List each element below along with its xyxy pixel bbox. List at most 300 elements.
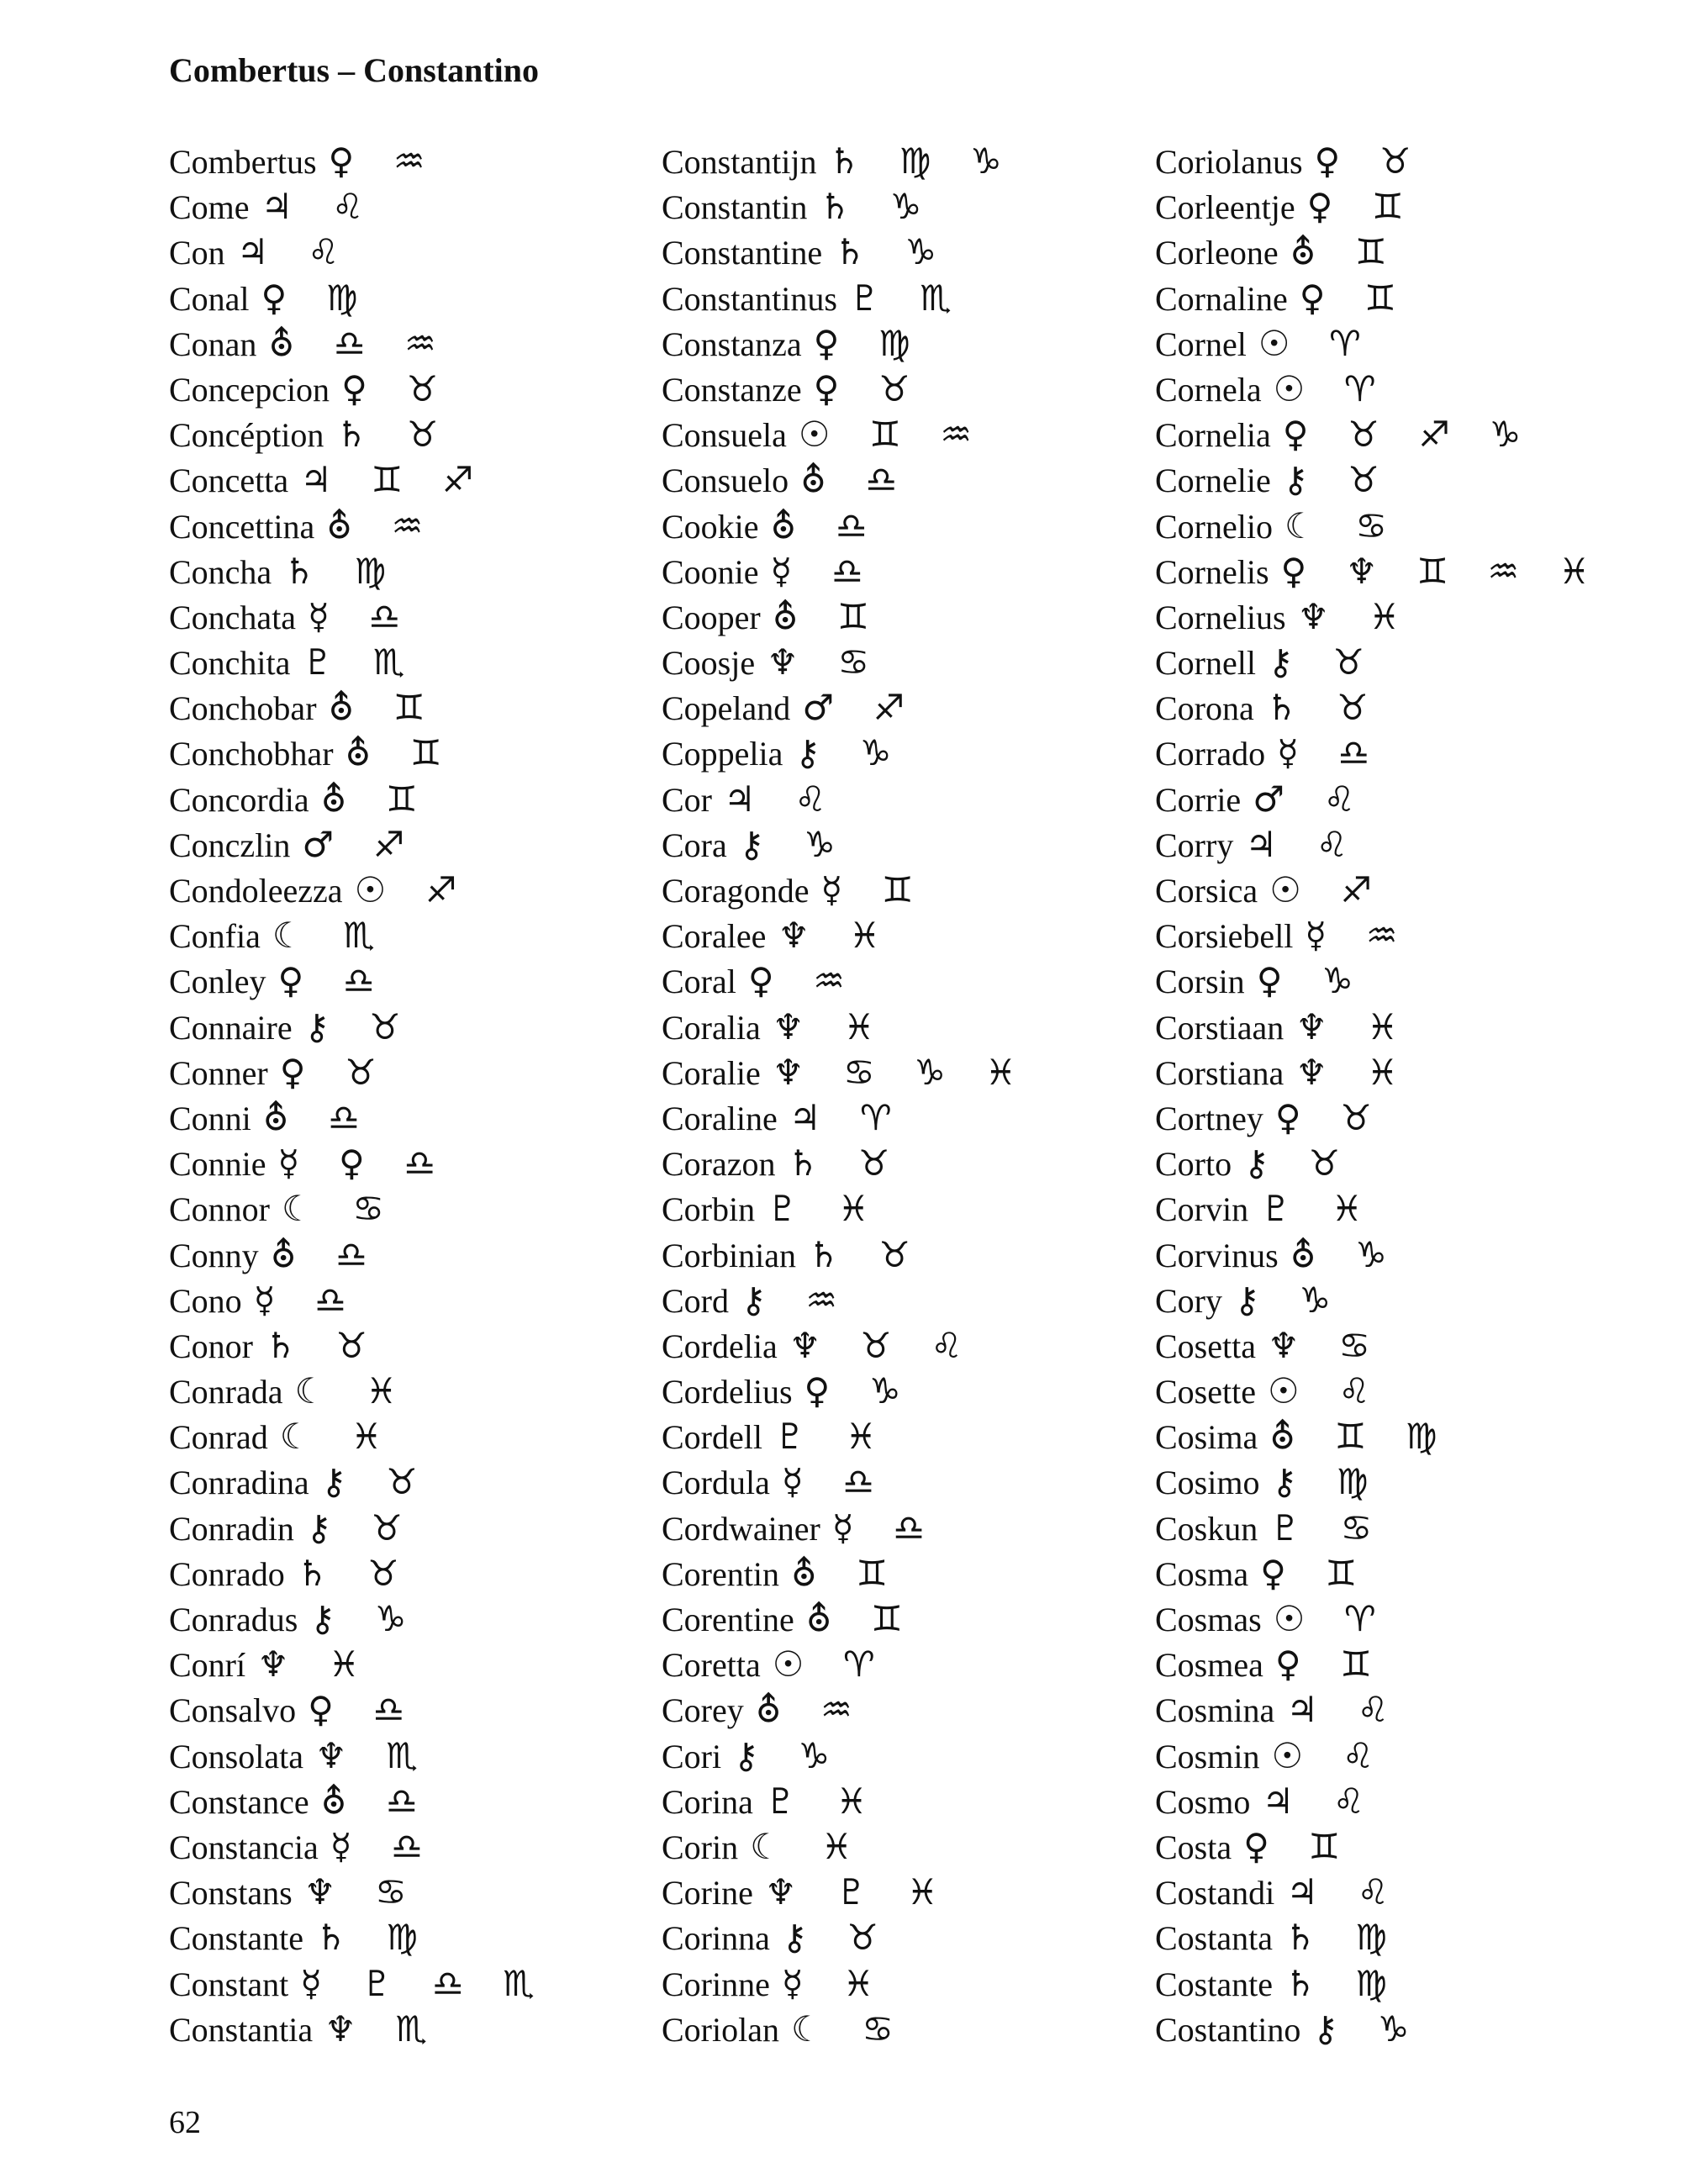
name-entry <box>1155 1551 1626 1596</box>
astrological-symbols: ♀ ♉ <box>1314 140 1425 182</box>
astrological-symbols: ♀ ♑ <box>804 1370 915 1412</box>
astrological-symbols: ♀ ♑ <box>1256 960 1367 1002</box>
name-entry <box>169 412 640 457</box>
entry-name: Consalvo <box>169 1691 297 1730</box>
astrological-symbols: ☾ ♏ <box>272 915 388 957</box>
entry-name: Conrí <box>169 1646 246 1685</box>
astrological-symbols: ☿ ♎ <box>831 1506 938 1548</box>
name-entry <box>1155 868 1626 913</box>
entry-name: Cornel <box>1155 324 1247 363</box>
name-entry <box>169 184 640 229</box>
entry-name: Corsin <box>1155 963 1245 1001</box>
entry-name: Corinna <box>662 1919 770 1958</box>
astrological-symbols: ♇ ♏ <box>302 641 419 683</box>
page-header: Combertus – Constantino <box>169 51 540 89</box>
astrological-symbols: ⛢ ♑ <box>1290 1233 1401 1275</box>
astrological-symbols: ♀ ♉ <box>813 367 924 409</box>
entry-name: Corentin <box>662 1554 779 1593</box>
name-entry <box>1155 184 1626 229</box>
entry-name: Corleone <box>1155 234 1279 272</box>
entry-name: Confia <box>169 917 261 956</box>
entry-name: Coonie <box>662 552 759 591</box>
entry-name: Conley <box>169 963 266 1001</box>
name-entry <box>1155 412 1626 457</box>
name-entry <box>1155 1050 1626 1095</box>
name-entry <box>169 1459 640 1505</box>
astrological-symbols: ♄ ♑ <box>834 231 951 273</box>
entry-name: Coosje <box>662 644 756 683</box>
name-entry <box>169 276 640 321</box>
entry-name: Conor <box>169 1327 253 1365</box>
name-entry <box>169 1642 640 1687</box>
astrological-symbols: ♆ ♓ <box>1295 1051 1412 1093</box>
name-entry <box>1155 822 1626 868</box>
name-entry <box>169 958 640 1004</box>
astrological-symbols: ⚷ ♉ <box>320 1461 431 1503</box>
astrological-symbols: ⛢ ♊ <box>328 687 439 729</box>
name-entry <box>169 367 640 412</box>
astrological-symbols: ☿ ♎ <box>781 1461 888 1503</box>
name-entry <box>662 1095 1132 1141</box>
column-1 <box>169 139 640 2052</box>
entry-name: Consuelo <box>662 462 789 500</box>
astrological-symbols: ♆ ♋ <box>767 641 884 683</box>
entry-name: Coralee <box>662 917 767 956</box>
astrological-symbols: ♄ ♑ <box>819 186 936 228</box>
name-entry <box>169 139 640 184</box>
astrological-symbols: ♀ ♒ <box>747 960 858 1002</box>
name-entry <box>1155 367 1626 412</box>
entry-name: Coral <box>662 963 736 1001</box>
name-entry <box>662 1141 1132 1186</box>
entry-name: Cord <box>662 1281 729 1320</box>
astrological-symbols: ♂ ♐ <box>302 823 419 865</box>
name-entry <box>662 1278 1132 1323</box>
entry-name: Cordula <box>662 1464 770 1502</box>
astrological-symbols: ⚷ ♑ <box>309 1598 420 1639</box>
entry-name: Coragonde <box>662 872 810 910</box>
entry-name: Cortney <box>1155 1099 1263 1137</box>
name-entry <box>1155 549 1626 594</box>
entry-name: Constanza <box>662 324 802 363</box>
name-entry <box>662 1414 1132 1459</box>
entry-name: Corin <box>662 1828 739 1866</box>
astrological-symbols: ⛢ ♎ <box>320 1780 431 1822</box>
name-entry <box>662 1687 1132 1733</box>
astrological-symbols: ☿ ♒ <box>1305 915 1411 957</box>
name-entry <box>1155 1414 1626 1459</box>
astrological-symbols: ⚷ ♑ <box>794 732 905 774</box>
astrological-symbols: ♇ ♏ <box>848 277 965 319</box>
entry-name: Cornaline <box>1155 279 1288 318</box>
astrological-symbols: ♄ ♉ <box>296 1552 413 1594</box>
astrological-symbols: ⛢ ♒ <box>755 1689 866 1731</box>
name-entry <box>662 822 1132 868</box>
astrological-symbols: ⛢ ♊ <box>772 595 883 637</box>
astrological-symbols: ♄ ♉ <box>265 1324 381 1366</box>
name-entry <box>169 1506 640 1551</box>
astrological-symbols: ♄ ♉ <box>807 1233 924 1275</box>
name-entry <box>1155 321 1626 367</box>
name-entry <box>169 913 640 958</box>
entry-name: Costandi <box>1155 1874 1275 1912</box>
entry-name: Cosmas <box>1155 1601 1262 1638</box>
astrological-symbols: ♆ ♋ <box>303 1871 420 1913</box>
name-entry <box>662 1779 1132 1824</box>
astrological-symbols: ♀ ♊ <box>1243 1825 1354 1867</box>
entry-name: Corey <box>662 1691 744 1730</box>
astrological-symbols: ♀ ♎ <box>308 1689 419 1731</box>
entry-name: Connaire <box>169 1008 293 1047</box>
entry-name: Concha <box>169 552 272 591</box>
name-entry <box>1155 913 1626 958</box>
name-entry <box>1155 1369 1626 1414</box>
astrological-symbols: ♄ ♍ ♑ <box>828 140 1015 182</box>
name-entry <box>1155 731 1626 776</box>
entry-name: Corbinian <box>662 1236 796 1274</box>
name-entry <box>1155 594 1626 640</box>
astrological-symbols: ☿ ♀ ♎ <box>277 1142 449 1184</box>
name-entry <box>662 184 1132 229</box>
name-entry <box>1155 685 1626 731</box>
astrological-symbols: ⛢ ♊ <box>1290 231 1401 273</box>
name-entry <box>662 367 1132 412</box>
name-entry <box>1155 958 1626 1004</box>
entry-name: Con <box>169 234 225 272</box>
astrological-symbols: ⛢ ♊ <box>790 1552 902 1594</box>
entry-name: Conchobar <box>169 689 317 728</box>
astrological-symbols: ♀ ♉ <box>1274 1096 1385 1138</box>
astrological-symbols: ☾ ♋ <box>790 2007 907 2049</box>
entry-name: Cora <box>662 826 727 864</box>
astrological-symbols: ♆ ♓ <box>257 1643 374 1685</box>
name-entry <box>662 1005 1132 1050</box>
astrological-symbols: ♃ ♌ <box>1262 1780 1379 1822</box>
name-entry <box>169 2007 640 2052</box>
entry-name: Constanze <box>662 370 802 409</box>
entry-name: Corina <box>662 1782 753 1821</box>
astrological-symbols: ☉ ♐ <box>1269 869 1386 910</box>
name-entry <box>1155 1141 1626 1186</box>
entry-name: Constantinus <box>662 279 837 318</box>
astrological-symbols: ⛢ ♎ <box>270 1233 381 1275</box>
name-entry <box>169 1141 640 1186</box>
entry-name: Cordell <box>662 1418 762 1457</box>
entry-name: Corinne <box>662 1965 770 2003</box>
entry-name: Corto <box>1155 1145 1232 1184</box>
astrological-symbols: ⛢ ♒ <box>326 504 437 546</box>
name-entry <box>1155 1005 1626 1050</box>
entry-name: Conradina <box>169 1464 309 1502</box>
entry-name: Condoleezza <box>169 872 343 910</box>
entry-name: Corvinus <box>1155 1236 1279 1274</box>
name-entry <box>169 1323 640 1369</box>
name-entry <box>662 1733 1132 1779</box>
entry-name: Corazon <box>662 1145 776 1184</box>
entry-name: Conchobhar <box>169 735 334 773</box>
name-entry <box>1155 457 1626 503</box>
astrological-symbols: ⚷ ♑ <box>733 1734 844 1776</box>
astrological-symbols: ☉ ♌ <box>1267 1370 1384 1412</box>
entry-name: Come <box>169 188 250 227</box>
name-entry <box>169 504 640 549</box>
entry-name: Cosetta <box>1155 1327 1256 1365</box>
entry-name: Connor <box>169 1190 270 1229</box>
astrological-symbols: ♃ ♈ <box>789 1096 905 1138</box>
astrological-symbols: ⚷ ♉ <box>1243 1142 1354 1184</box>
astrological-symbols: ♀ ♉ <box>279 1051 390 1093</box>
astrological-symbols: ♃ ♌ <box>261 186 377 228</box>
astrological-symbols: ☉ ♊ ♒ <box>798 414 986 456</box>
name-entry <box>1155 777 1626 822</box>
astrological-symbols: ♄ ♍ <box>314 1917 431 1959</box>
astrological-symbols: ⛢ ♊ <box>320 778 431 820</box>
name-entry <box>169 685 640 731</box>
name-entry <box>1155 276 1626 321</box>
astrological-symbols: ♃ ♌ <box>1286 1689 1403 1731</box>
name-entry <box>662 594 1132 640</box>
entry-name: Cordwainer <box>662 1509 820 1548</box>
name-entry <box>1155 1323 1626 1369</box>
entry-name: Conradin <box>169 1509 294 1548</box>
name-entry <box>662 1050 1132 1095</box>
name-entry <box>169 1779 640 1824</box>
entry-name: Constans <box>169 1874 293 1912</box>
entry-name: Conchata <box>169 598 297 636</box>
astrological-symbols: ⚷ ♉ <box>1282 459 1393 501</box>
entry-name: Concetta <box>169 462 289 500</box>
entry-name: Cordelia <box>662 1327 778 1365</box>
name-entry <box>169 1005 640 1050</box>
entry-name: Cookie <box>662 507 759 546</box>
name-entry <box>662 640 1132 685</box>
entry-name: Constantin <box>662 188 808 227</box>
name-entry <box>1155 1779 1626 1824</box>
entry-name: Cosette <box>1155 1373 1256 1411</box>
entry-name: Cornelius <box>1155 598 1286 636</box>
astrological-symbols: ♄ ♉ <box>335 414 452 456</box>
astrological-symbols: ♄ ♍ <box>283 550 400 592</box>
name-entry <box>662 549 1132 594</box>
astrological-symbols: ⛢ ♊ ♍ <box>1269 1416 1451 1458</box>
astrological-symbols: ♄ ♍ <box>1284 1917 1401 1959</box>
name-entry <box>169 1551 640 1596</box>
name-entry <box>662 913 1132 958</box>
astrological-symbols: ☾ ♋ <box>1284 504 1401 546</box>
astrological-symbols: ⚷ ♉ <box>1267 641 1379 683</box>
name-entry <box>169 1687 640 1733</box>
astrological-symbols: ☉ ♈ <box>1273 1598 1390 1639</box>
astrological-symbols: ♄ ♉ <box>1265 687 1382 729</box>
name-entry <box>662 1642 1132 1687</box>
entry-name: Cornelia <box>1155 416 1271 455</box>
entry-name: Conan <box>169 324 257 363</box>
astrological-symbols: ♂ ♐ <box>802 687 919 729</box>
entry-name: Coskun <box>1155 1509 1258 1548</box>
name-entry <box>169 229 640 275</box>
name-entry <box>169 594 640 640</box>
entry-name: Costantino <box>1155 2010 1301 2049</box>
entry-name: Constancia <box>169 1828 319 1866</box>
astrological-symbols: ☾ ♋ <box>282 1188 398 1230</box>
name-entry <box>1155 1870 1626 1915</box>
astrological-symbols: ☿ ♊ <box>820 869 927 910</box>
name-entry <box>662 1232 1132 1278</box>
name-entry <box>1155 1961 1626 2007</box>
astrological-symbols: ⛢ ♎ <box>770 504 881 546</box>
astrological-symbols: ♀ ♊ <box>1306 186 1417 228</box>
name-entry <box>1155 2007 1626 2052</box>
astrological-symbols: ♃ ♌ <box>1245 823 1362 865</box>
entry-name: Coralia <box>662 1008 761 1047</box>
name-entry <box>169 1733 640 1779</box>
entry-name: Corsiebell <box>1155 917 1294 956</box>
astrological-symbols: ♇ ♓ <box>773 1416 890 1458</box>
astrological-symbols: ♀ ♊ <box>1274 1643 1385 1685</box>
entry-name: Concepcion <box>169 370 330 409</box>
astrological-symbols: ☿ ♎ <box>253 1279 360 1321</box>
name-entry <box>1155 1186 1626 1232</box>
name-entry <box>1155 1232 1626 1278</box>
astrological-symbols: ♇ ♓ <box>1260 1188 1377 1230</box>
name-entry <box>662 321 1132 367</box>
entry-name: Corine <box>662 1874 753 1912</box>
name-entry <box>662 1459 1132 1505</box>
entry-name: Coriolanus <box>1155 143 1303 181</box>
entry-name: Conchita <box>169 644 291 683</box>
astrological-symbols: ☉ ♌ <box>1271 1734 1388 1776</box>
astrological-symbols: ♃ ♌ <box>724 778 840 820</box>
entry-name: Combertus <box>169 143 317 181</box>
entry-name: Constance <box>169 1782 309 1821</box>
entry-name: Cori <box>662 1737 722 1775</box>
name-entry <box>169 1824 640 1870</box>
name-entry <box>1155 1824 1626 1870</box>
name-entry <box>1155 139 1626 184</box>
entry-name: Coralie <box>662 1053 761 1092</box>
astrological-symbols: ♆ ♓ <box>772 1005 889 1047</box>
name-entry <box>169 1414 640 1459</box>
name-entry <box>169 549 640 594</box>
entry-name: Cory <box>1155 1281 1222 1320</box>
name-entry <box>662 1186 1132 1232</box>
entry-name: Cosma <box>1155 1554 1249 1593</box>
entry-name: Corsica <box>1155 872 1258 910</box>
entry-name: Concettina <box>169 507 315 546</box>
astrological-symbols: ♀ ♍ <box>261 277 372 319</box>
entry-name: Cornelis <box>1155 552 1269 591</box>
entry-name: Corrado <box>1155 735 1266 773</box>
name-entry <box>169 1915 640 1960</box>
name-entry <box>662 731 1132 776</box>
astrological-symbols: ♃ ♌ <box>1286 1871 1403 1913</box>
astrological-symbols: ⚷ ♑ <box>738 823 849 865</box>
astrological-symbols: ♀ ♎ <box>277 960 388 1002</box>
astrological-symbols: ☿ ♎ <box>330 1825 436 1867</box>
entry-name: Consolata <box>169 1737 303 1775</box>
entry-name: Concéption <box>169 416 324 455</box>
entry-name: Corentine <box>662 1601 794 1638</box>
entry-name: Cono <box>169 1281 242 1320</box>
astrological-symbols: ⚷ ♍ <box>1271 1461 1382 1503</box>
name-entry <box>662 958 1132 1004</box>
entry-name: Corstiaan <box>1155 1008 1284 1047</box>
name-entry <box>169 1050 640 1095</box>
name-entry <box>169 1596 640 1642</box>
entry-name: Coriolan <box>662 2010 779 2049</box>
entry-name: Constantine <box>662 234 823 272</box>
name-entry <box>169 777 640 822</box>
astrological-symbols: ♃ ♊ ♐ <box>300 459 488 501</box>
astrological-symbols: ⛢ ♊ <box>345 732 456 774</box>
entry-name: Conrado <box>169 1554 285 1593</box>
astrological-symbols: ☾ ♓ <box>750 1825 867 1867</box>
astrological-symbols: ♀ ♊ <box>1299 277 1410 319</box>
name-entry <box>169 457 640 503</box>
astrological-symbols: ⚷ ♉ <box>305 1506 416 1548</box>
column-3 <box>1155 139 1626 2052</box>
name-entry <box>662 868 1132 913</box>
astrological-symbols: ♇ ♓ <box>767 1188 884 1230</box>
entry-name: Cosima <box>1155 1418 1258 1457</box>
entry-name: Cordelius <box>662 1373 793 1411</box>
name-entry <box>169 1961 640 2007</box>
entry-name: Copeland <box>662 689 791 728</box>
entry-name: Costante <box>1155 1965 1273 2003</box>
name-entry <box>662 412 1132 457</box>
name-entry <box>662 229 1132 275</box>
astrological-symbols: ☉ ♈ <box>1258 322 1374 364</box>
astrological-symbols: ☾ ♓ <box>279 1416 396 1458</box>
name-entry <box>169 822 640 868</box>
astrological-symbols: ♀ ♆ ♊ ♒ ♓ <box>1280 550 1604 592</box>
entry-name: Coretta <box>662 1646 761 1685</box>
entry-name: Cosimo <box>1155 1464 1260 1502</box>
name-entry <box>662 1369 1132 1414</box>
entry-name: Costa <box>1155 1828 1232 1866</box>
name-entry <box>169 731 640 776</box>
entry-name: Concordia <box>169 780 309 819</box>
entry-name: Coraline <box>662 1099 778 1137</box>
astrological-symbols: ⚷ ♉ <box>781 1917 892 1959</box>
astrological-symbols: ☿ ♓ <box>781 1962 888 2004</box>
entry-name: Conny <box>169 1236 259 1274</box>
entry-name: Cosmo <box>1155 1782 1251 1821</box>
astrological-symbols: ♇ ♋ <box>1269 1506 1386 1548</box>
astrological-symbols: ☿ ♎ <box>770 550 877 592</box>
astrological-symbols: ♆ ♉ ♌ <box>789 1324 976 1366</box>
astrological-symbols: ♆ ♇ ♓ <box>764 1871 952 1913</box>
name-entry <box>1155 640 1626 685</box>
name-entry <box>169 868 640 913</box>
astrological-symbols: ⛢ ♎ ♒ <box>268 322 450 364</box>
name-entry <box>662 2007 1132 2052</box>
name-entry <box>169 640 640 685</box>
name-entry <box>169 1095 640 1141</box>
name-entry <box>662 139 1132 184</box>
astrological-symbols: ⚷ ♑ <box>1312 2007 1423 2049</box>
astrological-symbols: ♀ ♍ <box>813 322 924 364</box>
name-entry <box>662 685 1132 731</box>
name-entry <box>662 457 1132 503</box>
entry-name: Corrie <box>1155 780 1242 819</box>
name-entry <box>169 1186 640 1232</box>
astrological-symbols: ⛢ ♎ <box>800 459 911 501</box>
name-entry <box>1155 504 1626 549</box>
entry-name: Consuela <box>662 416 787 455</box>
name-entry <box>662 777 1132 822</box>
astrological-symbols: ♆ ♋ ♑ ♓ <box>772 1051 1031 1093</box>
